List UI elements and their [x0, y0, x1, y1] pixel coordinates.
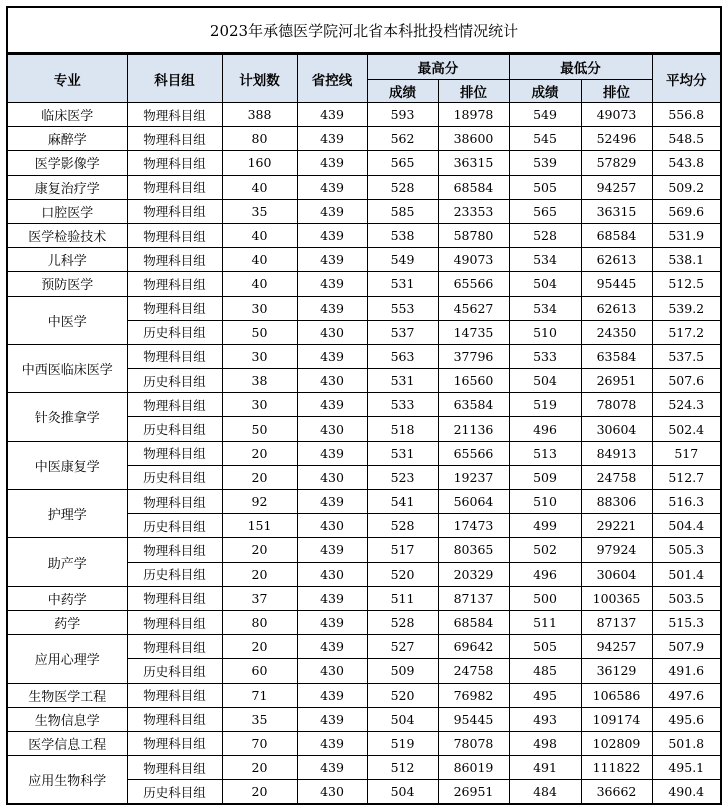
control-line-cell: 439: [297, 223, 367, 247]
subject-cell: 历史科目组: [127, 780, 222, 804]
header-average: 平均分: [652, 55, 720, 103]
lowest-score-cell: 565: [509, 199, 581, 223]
header-plan: 计划数: [222, 55, 297, 103]
subject-cell: 历史科目组: [127, 659, 222, 683]
plan-cell: 151: [222, 514, 297, 538]
table-row: [8, 731, 720, 755]
lowest-rank-cell: 36129: [581, 659, 652, 683]
lowest-score-cell: 510: [509, 320, 581, 344]
lowest-rank-cell: 84913: [581, 441, 652, 465]
table-row: [8, 199, 720, 223]
table-row: [8, 344, 720, 368]
highest-score-cell: 528: [367, 514, 438, 538]
lowest-rank-cell: 29221: [581, 514, 652, 538]
lowest-score-cell: 499: [509, 514, 581, 538]
lowest-score-cell: 495: [509, 683, 581, 707]
plan-cell: 20: [222, 635, 297, 659]
table-title: 2023年承德医学院河北省本科批投档情况统计: [8, 8, 720, 54]
plan-cell: 388: [222, 103, 297, 127]
lowest-score-cell: 493: [509, 707, 581, 731]
lowest-score-cell: 539: [509, 151, 581, 175]
highest-score-cell: 531: [367, 272, 438, 296]
table-row: [8, 175, 720, 199]
lowest-score-cell: 519: [509, 393, 581, 417]
highest-rank-cell: 36315: [438, 151, 509, 175]
table-row: [8, 490, 720, 514]
plan-cell: 20: [222, 465, 297, 489]
highest-rank-cell: 69642: [438, 635, 509, 659]
subject-cell: 历史科目组: [127, 369, 222, 393]
plan-cell: 40: [222, 248, 297, 272]
average-cell: 516.3: [652, 490, 720, 514]
highest-score-cell: 509: [367, 659, 438, 683]
lowest-rank-cell: 26951: [581, 369, 652, 393]
average-cell: 512.7: [652, 465, 720, 489]
control-line-cell: 430: [297, 659, 367, 683]
lowest-score-cell: 534: [509, 296, 581, 320]
major-cell: 康复治疗学: [8, 175, 127, 199]
control-line-cell: 439: [297, 756, 367, 780]
average-cell: 531.9: [652, 223, 720, 247]
table-row: [8, 538, 720, 562]
highest-score-cell: 528: [367, 175, 438, 199]
major-cell: 针灸推拿学: [8, 393, 127, 441]
control-line-cell: 430: [297, 465, 367, 489]
average-cell: 537.5: [652, 344, 720, 368]
plan-cell: 37: [222, 586, 297, 610]
highest-rank-cell: 78078: [438, 731, 509, 755]
highest-score-cell: 527: [367, 635, 438, 659]
plan-cell: 30: [222, 296, 297, 320]
lowest-score-cell: 528: [509, 223, 581, 247]
major-cell: 口腔医学: [8, 199, 127, 223]
average-cell: 517.2: [652, 320, 720, 344]
lowest-score-cell: 485: [509, 659, 581, 683]
table-row: [8, 756, 720, 780]
control-line-cell: 439: [297, 272, 367, 296]
major-cell: 儿科学: [8, 248, 127, 272]
highest-rank-cell: 19237: [438, 465, 509, 489]
average-cell: 524.3: [652, 393, 720, 417]
plan-cell: 80: [222, 610, 297, 634]
lowest-score-cell: 504: [509, 272, 581, 296]
highest-score-cell: 549: [367, 248, 438, 272]
lowest-rank-cell: 100365: [581, 586, 652, 610]
table-row: [8, 683, 720, 707]
header-lowest-rank: 排位: [581, 80, 652, 103]
subject-cell: 物理科目组: [127, 756, 222, 780]
subject-cell: 历史科目组: [127, 320, 222, 344]
lowest-rank-cell: 94257: [581, 175, 652, 199]
highest-rank-cell: 80365: [438, 538, 509, 562]
major-cell: 医学影像学: [8, 151, 127, 175]
control-line-cell: 439: [297, 610, 367, 634]
subject-cell: 历史科目组: [127, 514, 222, 538]
lowest-score-cell: 500: [509, 586, 581, 610]
lowest-rank-cell: 106586: [581, 683, 652, 707]
highest-score-cell: 541: [367, 490, 438, 514]
lowest-rank-cell: 111822: [581, 756, 652, 780]
lowest-score-cell: 534: [509, 248, 581, 272]
control-line-cell: 430: [297, 514, 367, 538]
lowest-score-cell: 491: [509, 756, 581, 780]
highest-score-cell: 593: [367, 103, 438, 127]
control-line-cell: 439: [297, 344, 367, 368]
major-cell: 应用生物科学: [8, 756, 127, 804]
plan-cell: 20: [222, 562, 297, 586]
highest-rank-cell: 45627: [438, 296, 509, 320]
highest-rank-cell: 21136: [438, 417, 509, 441]
highest-rank-cell: 16560: [438, 369, 509, 393]
control-line-cell: 439: [297, 199, 367, 223]
table-row: [8, 586, 720, 610]
subject-cell: 物理科目组: [127, 344, 222, 368]
control-line-cell: 439: [297, 538, 367, 562]
lowest-score-cell: 505: [509, 635, 581, 659]
lowest-score-cell: 533: [509, 344, 581, 368]
average-cell: 538.1: [652, 248, 720, 272]
subject-cell: 历史科目组: [127, 417, 222, 441]
header-lowest: 最低分: [509, 55, 652, 80]
lowest-rank-cell: 36662: [581, 780, 652, 804]
highest-score-cell: 538: [367, 223, 438, 247]
subject-cell: 物理科目组: [127, 272, 222, 296]
plan-cell: 20: [222, 441, 297, 465]
lowest-score-cell: 502: [509, 538, 581, 562]
highest-rank-cell: 86019: [438, 756, 509, 780]
lowest-score-cell: 509: [509, 465, 581, 489]
highest-score-cell: 537: [367, 320, 438, 344]
major-cell: 医学检验技术: [8, 223, 127, 247]
subject-cell: 物理科目组: [127, 538, 222, 562]
highest-score-cell: 517: [367, 538, 438, 562]
major-cell: 生物信息学: [8, 707, 127, 731]
lowest-rank-cell: 63584: [581, 344, 652, 368]
plan-cell: 20: [222, 780, 297, 804]
subject-cell: 历史科目组: [127, 465, 222, 489]
average-cell: 495.1: [652, 756, 720, 780]
major-cell: 中西医临床医学: [8, 344, 127, 392]
subject-cell: 物理科目组: [127, 635, 222, 659]
average-cell: 501.8: [652, 731, 720, 755]
average-cell: 490.4: [652, 780, 720, 804]
major-cell: 药学: [8, 610, 127, 634]
table-row: [8, 441, 720, 465]
lowest-rank-cell: 62613: [581, 296, 652, 320]
highest-score-cell: 528: [367, 610, 438, 634]
subject-cell: 物理科目组: [127, 731, 222, 755]
lowest-score-cell: 496: [509, 417, 581, 441]
lowest-rank-cell: 36315: [581, 199, 652, 223]
lowest-score-cell: 511: [509, 610, 581, 634]
lowest-score-cell: 545: [509, 127, 581, 151]
plan-cell: 50: [222, 320, 297, 344]
control-line-cell: 439: [297, 103, 367, 127]
highest-score-cell: 585: [367, 199, 438, 223]
lowest-rank-cell: 94257: [581, 635, 652, 659]
control-line-cell: 430: [297, 369, 367, 393]
average-cell: 502.4: [652, 417, 720, 441]
plan-cell: 40: [222, 223, 297, 247]
plan-cell: 38: [222, 369, 297, 393]
lowest-rank-cell: 57829: [581, 151, 652, 175]
highest-rank-cell: 58780: [438, 223, 509, 247]
control-line-cell: 439: [297, 393, 367, 417]
lowest-rank-cell: 102809: [581, 731, 652, 755]
header-highest-score: 成绩: [367, 80, 438, 103]
subject-cell: 物理科目组: [127, 296, 222, 320]
average-cell: 539.2: [652, 296, 720, 320]
table-row: [8, 393, 720, 417]
major-cell: 中医康复学: [8, 441, 127, 489]
control-line-cell: 439: [297, 731, 367, 755]
control-line-cell: 430: [297, 562, 367, 586]
lowest-rank-cell: 97924: [581, 538, 652, 562]
highest-rank-cell: 37796: [438, 344, 509, 368]
subject-cell: 物理科目组: [127, 127, 222, 151]
highest-score-cell: 511: [367, 586, 438, 610]
highest-rank-cell: 87137: [438, 586, 509, 610]
highest-rank-cell: 24758: [438, 659, 509, 683]
control-line-cell: 439: [297, 441, 367, 465]
subject-cell: 历史科目组: [127, 562, 222, 586]
lowest-score-cell: 510: [509, 490, 581, 514]
control-line-cell: 439: [297, 635, 367, 659]
control-line-cell: 439: [297, 127, 367, 151]
average-cell: 497.6: [652, 683, 720, 707]
average-cell: 509.2: [652, 175, 720, 199]
plan-cell: 35: [222, 707, 297, 731]
lowest-score-cell: 498: [509, 731, 581, 755]
header-highest: 最高分: [367, 55, 509, 80]
plan-cell: 30: [222, 393, 297, 417]
subject-cell: 物理科目组: [127, 248, 222, 272]
lowest-rank-cell: 109174: [581, 707, 652, 731]
highest-rank-cell: 65566: [438, 272, 509, 296]
highest-score-cell: 565: [367, 151, 438, 175]
highest-score-cell: 531: [367, 441, 438, 465]
major-cell: 中药学: [8, 586, 127, 610]
highest-score-cell: 563: [367, 344, 438, 368]
highest-rank-cell: 65566: [438, 441, 509, 465]
subject-cell: 物理科目组: [127, 175, 222, 199]
lowest-rank-cell: 95445: [581, 272, 652, 296]
plan-cell: 92: [222, 490, 297, 514]
table-row: [8, 296, 720, 320]
highest-score-cell: 523: [367, 465, 438, 489]
header-lowest-score: 成绩: [509, 80, 581, 103]
control-line-cell: 439: [297, 296, 367, 320]
admission-table: [8, 54, 720, 804]
major-cell: 护理学: [8, 490, 127, 538]
subject-cell: 物理科目组: [127, 586, 222, 610]
plan-cell: 71: [222, 683, 297, 707]
control-line-cell: 439: [297, 683, 367, 707]
major-cell: 生物医学工程: [8, 683, 127, 707]
subject-cell: 物理科目组: [127, 610, 222, 634]
major-cell: 医学信息工程: [8, 731, 127, 755]
subject-cell: 物理科目组: [127, 151, 222, 175]
average-cell: 515.3: [652, 610, 720, 634]
lowest-rank-cell: 62613: [581, 248, 652, 272]
plan-cell: 40: [222, 175, 297, 199]
average-cell: 495.6: [652, 707, 720, 731]
lowest-score-cell: 504: [509, 369, 581, 393]
major-cell: 中医学: [8, 296, 127, 344]
subject-cell: 物理科目组: [127, 223, 222, 247]
table-row: [8, 272, 720, 296]
lowest-rank-cell: 68584: [581, 223, 652, 247]
admission-table-frame: [6, 6, 722, 805]
lowest-score-cell: 505: [509, 175, 581, 199]
lowest-rank-cell: 87137: [581, 610, 652, 634]
header-control-line: 省控线: [297, 55, 367, 103]
lowest-rank-cell: 30604: [581, 417, 652, 441]
highest-rank-cell: 18978: [438, 103, 509, 127]
average-cell: 517: [652, 441, 720, 465]
table-row: [8, 223, 720, 247]
subject-cell: 物理科目组: [127, 490, 222, 514]
header-highest-rank: 排位: [438, 80, 509, 103]
control-line-cell: 439: [297, 586, 367, 610]
highest-score-cell: 519: [367, 731, 438, 755]
table-row: [8, 635, 720, 659]
lowest-rank-cell: 49073: [581, 103, 652, 127]
plan-cell: 60: [222, 659, 297, 683]
plan-cell: 35: [222, 199, 297, 223]
highest-rank-cell: 68584: [438, 175, 509, 199]
average-cell: 503.5: [652, 586, 720, 610]
average-cell: 556.8: [652, 103, 720, 127]
control-line-cell: 439: [297, 151, 367, 175]
highest-score-cell: 553: [367, 296, 438, 320]
average-cell: 505.3: [652, 538, 720, 562]
lowest-rank-cell: 52496: [581, 127, 652, 151]
subject-cell: 物理科目组: [127, 393, 222, 417]
highest-score-cell: 512: [367, 756, 438, 780]
highest-score-cell: 520: [367, 562, 438, 586]
control-line-cell: 439: [297, 707, 367, 731]
highest-score-cell: 504: [367, 780, 438, 804]
highest-rank-cell: 26951: [438, 780, 509, 804]
highest-rank-cell: 56064: [438, 490, 509, 514]
control-line-cell: 430: [297, 417, 367, 441]
subject-cell: 物理科目组: [127, 103, 222, 127]
major-cell: 助产学: [8, 538, 127, 586]
average-cell: 543.8: [652, 151, 720, 175]
plan-cell: 80: [222, 127, 297, 151]
highest-score-cell: 504: [367, 707, 438, 731]
highest-rank-cell: 68584: [438, 610, 509, 634]
major-cell: 应用心理学: [8, 635, 127, 683]
highest-rank-cell: 14735: [438, 320, 509, 344]
plan-cell: 40: [222, 272, 297, 296]
highest-rank-cell: 17473: [438, 514, 509, 538]
table-row: [8, 151, 720, 175]
control-line-cell: 439: [297, 490, 367, 514]
average-cell: 507.6: [652, 369, 720, 393]
subject-cell: 物理科目组: [127, 441, 222, 465]
plan-cell: 50: [222, 417, 297, 441]
plan-cell: 70: [222, 731, 297, 755]
highest-score-cell: 562: [367, 127, 438, 151]
highest-score-cell: 533: [367, 393, 438, 417]
lowest-rank-cell: 24350: [581, 320, 652, 344]
lowest-score-cell: 484: [509, 780, 581, 804]
control-line-cell: 430: [297, 780, 367, 804]
plan-cell: 30: [222, 344, 297, 368]
average-cell: 491.6: [652, 659, 720, 683]
lowest-score-cell: 496: [509, 562, 581, 586]
major-cell: 预防医学: [8, 272, 127, 296]
major-cell: 麻醉学: [8, 127, 127, 151]
highest-rank-cell: 63584: [438, 393, 509, 417]
highest-rank-cell: 95445: [438, 707, 509, 731]
subject-cell: 物理科目组: [127, 199, 222, 223]
lowest-rank-cell: 88306: [581, 490, 652, 514]
highest-rank-cell: 49073: [438, 248, 509, 272]
control-line-cell: 439: [297, 175, 367, 199]
table-row: [8, 103, 720, 127]
control-line-cell: 439: [297, 248, 367, 272]
lowest-rank-cell: 30604: [581, 562, 652, 586]
average-cell: 507.9: [652, 635, 720, 659]
lowest-rank-cell: 24758: [581, 465, 652, 489]
table-row: [8, 707, 720, 731]
average-cell: 512.5: [652, 272, 720, 296]
lowest-rank-cell: 78078: [581, 393, 652, 417]
highest-rank-cell: 20329: [438, 562, 509, 586]
highest-rank-cell: 76982: [438, 683, 509, 707]
control-line-cell: 430: [297, 320, 367, 344]
plan-cell: 20: [222, 538, 297, 562]
highest-score-cell: 520: [367, 683, 438, 707]
plan-cell: 20: [222, 756, 297, 780]
average-cell: 569.6: [652, 199, 720, 223]
plan-cell: 160: [222, 151, 297, 175]
subject-cell: 物理科目组: [127, 707, 222, 731]
major-cell: 临床医学: [8, 103, 127, 127]
table-body: [8, 103, 720, 804]
header-major: 专业: [8, 55, 127, 103]
average-cell: 504.4: [652, 514, 720, 538]
average-cell: 501.4: [652, 562, 720, 586]
lowest-score-cell: 513: [509, 441, 581, 465]
lowest-score-cell: 549: [509, 103, 581, 127]
header-subject: 科目组: [127, 55, 222, 103]
average-cell: 548.5: [652, 127, 720, 151]
subject-cell: 物理科目组: [127, 683, 222, 707]
table-row: [8, 610, 720, 634]
table-row: [8, 248, 720, 272]
highest-score-cell: 518: [367, 417, 438, 441]
highest-rank-cell: 38600: [438, 127, 509, 151]
highest-rank-cell: 23353: [438, 199, 509, 223]
highest-score-cell: 531: [367, 369, 438, 393]
table-row: [8, 127, 720, 151]
